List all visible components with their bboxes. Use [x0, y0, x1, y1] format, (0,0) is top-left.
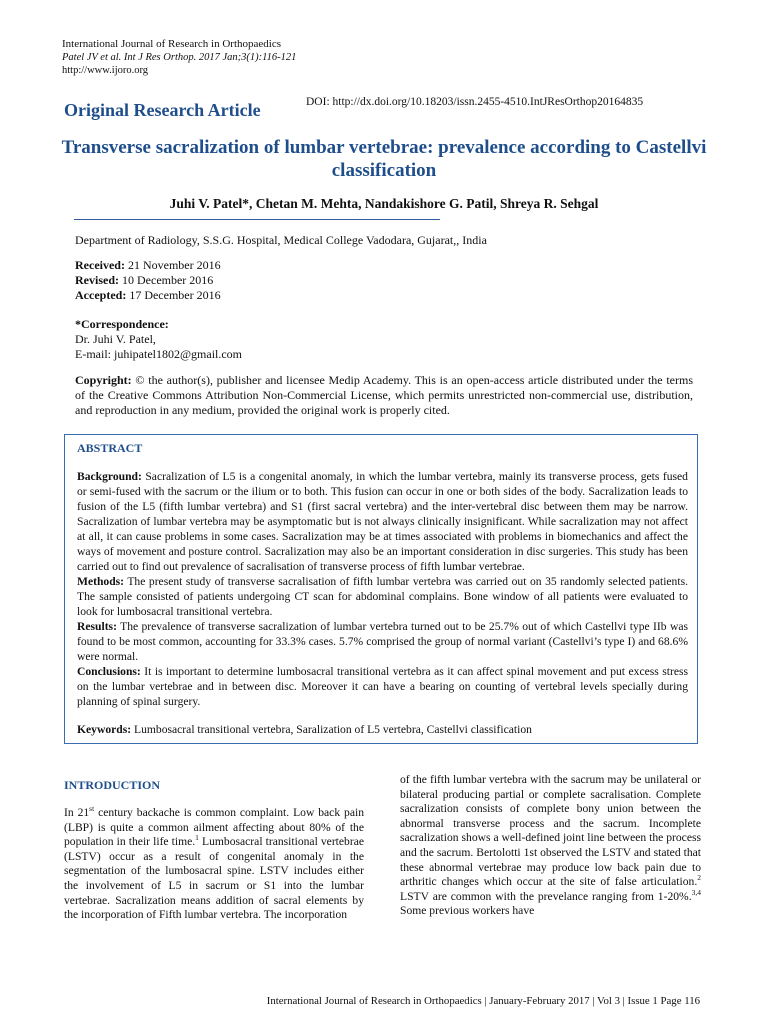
introduction-paragraph-2: of the fifth lumbar vertebra with the sacrum may be unilateral or bilateral producing partial or complete sacralisation. Complete sacralization consists of complete bony union between the abnormal transverse process and the sacrum. Incomplete sacralization shows a well-defined joint line between the process and the sacrum. Bertolotti 1st observed the LSTV and stated that these abnormal vertebrae may produce low back pain due to arthritic changes which occur at the site of false articulation.$^2$ LSTV are common with the prevelance ranging from 1-20%.$^{3,4}$ Some previous workers have — [400, 773, 701, 918]
revised-date: 10 December 2016 — [122, 273, 214, 287]
journal-url[interactable]: http://www.ijoro.org — [62, 65, 149, 76]
author-list: Juhi V. Patel*, Chetan M. Mehta, Nandakishore G. Patil, Shreya R. Sehgal — [169, 196, 599, 211]
keywords-text: Lumbosacral transitional vertebra, Saralization of L5 vertebra, Castellvi classification — [134, 723, 532, 736]
copyright-notice — [75, 373, 693, 418]
revised-label: Revised: — [75, 273, 119, 287]
title-divider — [74, 219, 440, 220]
accepted-label: Accepted: — [75, 288, 127, 302]
accepted-date: 17 December 2016 — [129, 288, 221, 302]
affiliation: Department of Radiology, S.S.G. Hospital, Medical College Vadodara, Gujarat,, India — [75, 233, 487, 247]
abstract-conclusions — [77, 664, 688, 709]
journal-name: International Journal of Research in Orthopaedics — [62, 38, 282, 50]
abstract-methods — [77, 574, 688, 619]
correspondence-label: *Correspondence: — [75, 317, 169, 331]
copyright-text: © the author(s), publisher and licensee Medip Academy. This is an open-access article distributed under the terms of the Creative Commons Attribution Non-Commercial License, which permits unrestricted non-commercial use, distribution, and reproduction in any medium, provided the original work is properly cited. — [75, 373, 694, 417]
running-header — [62, 38, 296, 77]
citation-ref[interactable]: 2 — [697, 873, 701, 883]
introduction-heading: INTRODUCTION — [64, 778, 161, 792]
results-label: Results: — [77, 620, 117, 633]
methods-label: Methods: — [77, 575, 125, 588]
methods-text: The present study of transverse sacralisation of fifth lumbar vertebra was carried out on 35 randomly selected patients. The sample consisted of patients undergoing CT scan for abdominal complains. Bone window of all patients were evaluated to look for lumbosacral transitional vertebra. — [77, 575, 688, 618]
background-text: Sacralization of L5 is a congenital anomaly, in which the lumbar vertebra, mainly its transverse process, gets fused or semi-fused with the sacrum or the ilium or to both. This fusion can occur in one or both sides of the body. Sacralization leads to fusion of the L5 (fifth lumbar vertebra) and S1 (first sacral vertebra) and the inter-vertebral disc between them may be narrow. Sacralization of lumbar vertebra may be asymptomatic but is not always clinically insignificant. While sacralization may not affect at all, it can cause problems in some cases. Sacralization may be at times associated with problems in biomechanics and affect the ways of movement and posture control. Sacralization may also be an important consideration in disc surgeries. This study has been carried out to find out prevalence of sacralisation of transverse process of fifth lumbar vertebrae. — [77, 470, 688, 573]
correspondence-email[interactable]: E-mail: juhipatel1802@gmail.com — [75, 347, 243, 361]
correspondence-name: Dr. Juhi V. Patel, — [75, 332, 156, 346]
citation-ref[interactable]: 1 — [195, 833, 199, 843]
abstract-heading: ABSTRACT — [77, 441, 143, 455]
introduction-paragraph-1: In 21st century backache is common complaint. Low back pain (LBP) is quite a common ailment affecting about 80% of the population in their life time.$^1$ Lumbosacral transitional vertebrae (LSTV) occur as a result of congenital anomaly in the segmentation of the lumbosacral spine. LSTV includes either the involvement of L5 in sacrum or S1 into the lumbar vertebrae. Sacralization means addition of sacral elements by the incorporation of Fifth lumbar vertebra. The incorporation — [64, 804, 364, 922]
abstract-results — [77, 619, 688, 664]
dates-block — [75, 258, 221, 303]
citation: Patel JV et al. Int J Res Orthop. 2017 Jan;3(1):116-121 — [62, 52, 297, 63]
results-text: The prevalence of transverse sacralization of lumbar vertebra turned out to be 25.7% out of which Castellvi type IIb was found to be most common, accounting for 33.3% cases. 5.7% comprised the group of normal variant (Castellvi’s type I) and 68.6% were normal. — [77, 620, 688, 663]
abstract-body — [77, 469, 688, 709]
article-type: Original Research Article — [64, 100, 261, 120]
paper-title: Transverse sacralization of lumbar vertebrae: prevalence according to Castellvi classification — [61, 137, 707, 181]
abstract-background — [77, 469, 688, 574]
right-column — [400, 773, 701, 919]
doi-link[interactable]: DOI: http://dx.doi.org/10.18203/issn.2455-4510.IntJResOrthop20164835 — [306, 96, 644, 108]
correspondence-block — [75, 317, 242, 362]
keywords — [77, 722, 688, 737]
received-date: 21 November 2016 — [127, 258, 221, 272]
received-label: Received: — [75, 258, 125, 272]
conclusions-label: Conclusions: — [77, 665, 141, 678]
left-column — [64, 778, 364, 923]
keywords-label: Keywords: — [77, 723, 132, 736]
background-label: Background: — [77, 470, 142, 483]
citation-ref[interactable]: 3,4 — [691, 887, 701, 897]
copyright-label: Copyright: — [75, 373, 132, 387]
page-footer: International Journal of Research in Orthopaedics | January-February 2017 | Vol 3 | Issue 1 Page 116 — [266, 995, 700, 1007]
conclusions-text: It is important to determine lumbosacral transitional vertebra as it can affect spinal movement and put excess stress on the lumbar vertebrae and in between disc. Moreover it can have a bearing on counting of vertebral levels specially during planning of spinal surgery. — [77, 665, 688, 708]
